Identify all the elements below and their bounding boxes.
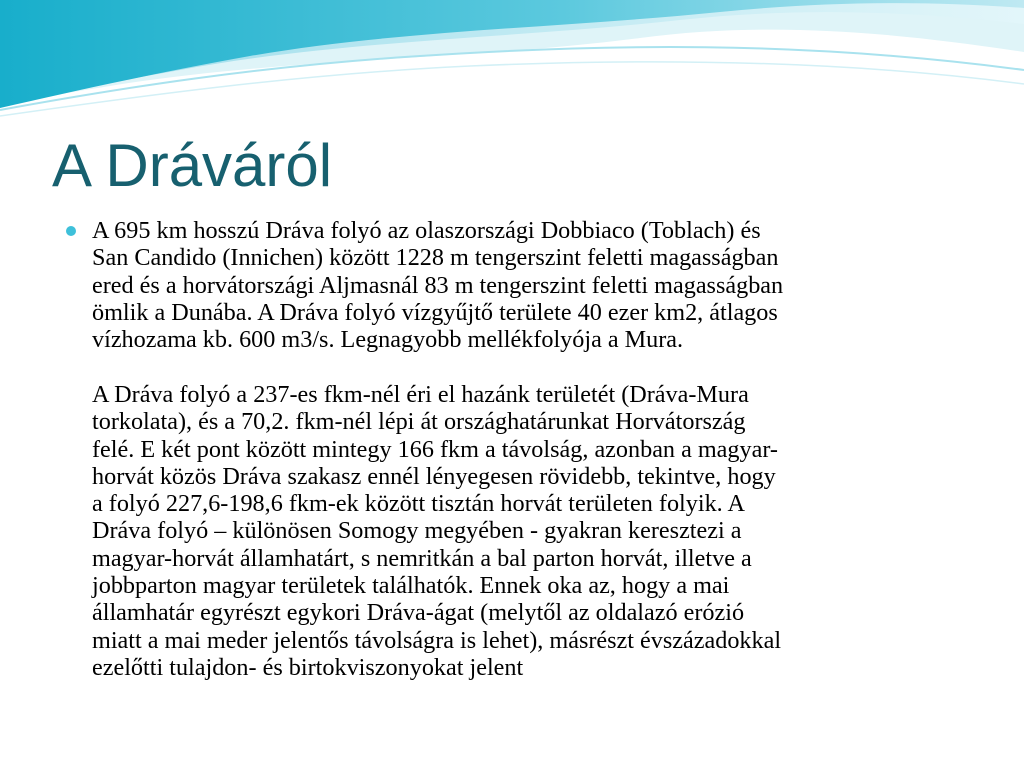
- paragraph-1: [92, 217, 972, 353]
- text-line: ezelőtti tulajdon- és birtokviszonyokat jelent: [92, 653, 524, 681]
- text-line: horvát közös Dráva szakasz ennél lényegesen rövidebb, tekintve, hogy: [92, 462, 776, 490]
- text-line: San Candido (Innichen) között 1228 m tengerszint feletti magasságban: [92, 244, 779, 272]
- text-line: a folyó 227,6-198,6 fkm-ek között tisztán horvát területen folyik. A: [92, 490, 745, 518]
- text-line: magyar-horvát államhatárt, s nemritkán a bal parton horvát, illetve a: [92, 544, 752, 572]
- text-line: államhatár egyrészt egykori Dráva-ágat (melytől az oldalazó erózió: [92, 599, 745, 627]
- text-line: A Dráva folyó a 237-es fkm-nél éri el hazánk területét (Dráva-Mura: [92, 380, 749, 408]
- text-line: Dráva folyó – különösen Somogy megyében - gyakran keresztezi a: [92, 517, 742, 545]
- text-line: felé. E két pont között mintegy 166 fkm a távolság, azonban a magyar-: [92, 435, 778, 463]
- text-line: ered és a horvátországi Aljmasnál 83 m tengerszint feletti magasságban: [92, 271, 784, 299]
- text-line: A 695 km hosszú Dráva folyó az olaszországi Dobbiaco (Toblach) és: [92, 217, 761, 244]
- header-wave-decoration: [0, 0, 1024, 130]
- text-line: ömlik a Dunába. A Dráva folyó vízgyűjtő területe 40 ezer km2, átlagos: [92, 298, 778, 326]
- paragraph-2: [92, 381, 972, 681]
- slide-body: [92, 217, 972, 681]
- bullet-icon: [66, 226, 76, 236]
- text-line: jobbparton magyar területek találhatók. Ennek oka az, hogy a mai: [92, 572, 730, 600]
- text-line: torkolata), és a 70,2. fkm-nél lépi át országhatárunkat Horvátország: [92, 408, 746, 436]
- paragraph-gap: [92, 353, 972, 381]
- slide-title: A Dráváról: [52, 132, 333, 199]
- text-line: vízhozama kb. 600 m3/s. Legnagyobb mellékfolyója a Mura.: [92, 326, 684, 354]
- text-line: miatt a mai meder jelentős távolságra is lehet), másrészt évszázadokkal: [92, 626, 782, 654]
